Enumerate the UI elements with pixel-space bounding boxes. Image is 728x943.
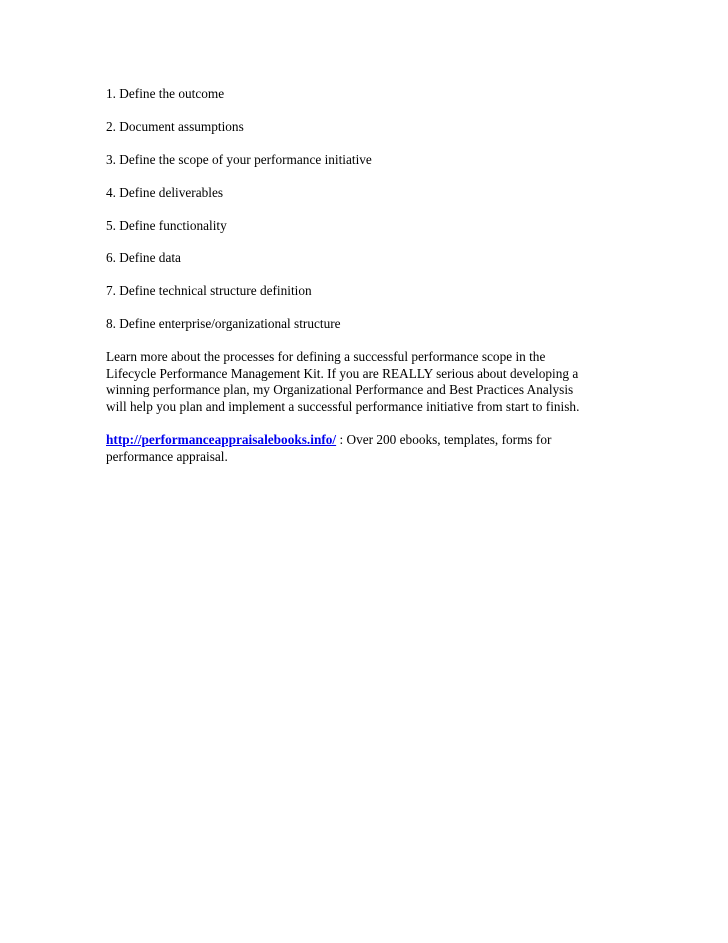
step-item-8: 8. Define enterprise/organizational structure <box>106 316 341 332</box>
step-item-4: 4. Define deliverables <box>106 184 224 200</box>
step-item-3: 3. Define the scope of your performance initiative <box>106 151 372 167</box>
document-content <box>106 86 626 465</box>
step-item-2: 2. Document assumptions <box>106 118 244 134</box>
step-item-7: 7. Define technical structure definition <box>106 283 312 299</box>
footer-link[interactable]: http://performanceappraisalebooks.info/ <box>106 432 337 448</box>
learn-more-paragraph <box>106 349 626 415</box>
step-item-6: 6. Define data <box>106 250 181 266</box>
step-item-1: 1. Define the outcome <box>106 86 225 101</box>
footer-paragraph <box>106 432 626 465</box>
footer-line-2: performance appraisal. <box>106 448 228 464</box>
learn-more-line-1: Learn more about the processes for defining a successful performance scope in the <box>106 349 546 365</box>
step-item-5: 5. Define functionality <box>106 217 227 233</box>
learn-more-line-2: Lifecycle Performance Management Kit. If you are REALLY serious about developing a <box>106 365 579 381</box>
learn-more-line-3: winning performance plan, my Organizational Performance and Best Practices Analysis <box>106 382 574 398</box>
footer-description: : Over 200 ebooks, templates, forms for <box>336 432 552 448</box>
steps-list <box>106 86 626 333</box>
learn-more-line-4: will help you plan and implement a successful performance initiative from start to finish. <box>106 398 580 414</box>
footer-line-1 <box>106 432 626 449</box>
